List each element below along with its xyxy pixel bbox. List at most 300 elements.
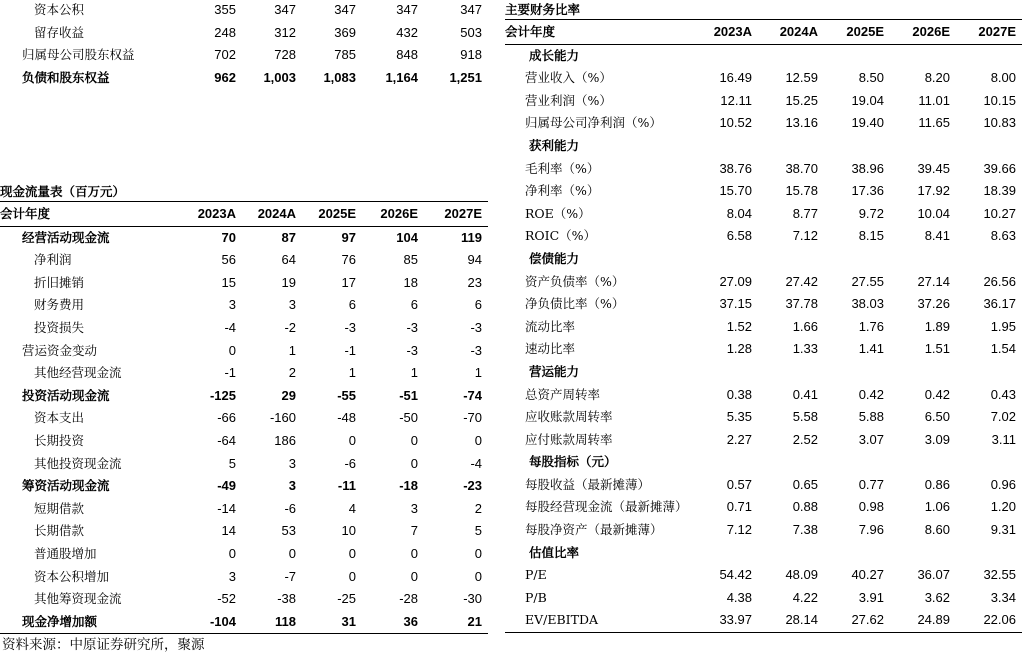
row-value: 87 [281, 229, 296, 245]
row-value: 118 [242, 611, 302, 634]
row-value: 503 [460, 24, 482, 40]
row-value: 5.58 [792, 409, 818, 425]
row-value: 7 [410, 523, 418, 539]
row-value: -23 [463, 478, 482, 494]
row-value: 10.27 [983, 205, 1016, 221]
row-value [956, 248, 1022, 271]
row-value: -3 [470, 342, 482, 358]
row-value: 3 [228, 297, 236, 313]
row-value: 186 [274, 432, 296, 448]
row-value: 0 [474, 568, 482, 584]
row-value: 8.04 [726, 205, 752, 221]
row-value: 6 [348, 297, 356, 313]
row-value: -50 [399, 410, 418, 426]
row-value: 3.62 [924, 589, 950, 605]
row-value: 12.59 [785, 70, 818, 86]
row-value: 0.43 [990, 386, 1016, 402]
row-value: 15.25 [785, 92, 818, 108]
row-label: 每股净资产（最新摊薄） [525, 522, 663, 538]
row-value: 10.83 [983, 115, 1016, 131]
row-value: 36.17 [983, 296, 1016, 312]
row-value: 16.49 [719, 70, 752, 86]
row-value: 18 [403, 274, 418, 290]
row-label: 投资活动现金流 [22, 387, 110, 403]
row-label: 每股收益（最新摊薄） [525, 476, 651, 492]
row-value: 27.14 [917, 273, 950, 289]
row-label: 现金净增加额 [0, 611, 188, 634]
row-value: 38.76 [719, 160, 752, 176]
table-row [505, 361, 1022, 384]
row-value: 85 [403, 252, 418, 268]
row-label: ROE（%） [525, 205, 591, 221]
row-value [758, 44, 824, 67]
row-value: 0 [348, 545, 356, 561]
row-value: 11.01 [918, 92, 950, 108]
row-value: 38.03 [851, 296, 884, 312]
row-value: -3 [406, 319, 418, 335]
row-value: -7 [284, 568, 296, 584]
row-label: 留存收益 [34, 24, 85, 40]
row-label: P/E [525, 567, 547, 583]
table-row [505, 429, 1022, 452]
row-value: 0 [228, 342, 236, 358]
row-value [890, 135, 956, 158]
table-row [505, 67, 1022, 90]
header-year: 2025E [824, 21, 890, 44]
row-value: 5.35 [726, 409, 752, 425]
row-value: 64 [281, 252, 296, 268]
row-value: -52 [217, 591, 236, 607]
row-value: 1,003 [263, 69, 296, 85]
row-value: -3 [470, 319, 482, 335]
row-value: 3 [288, 297, 296, 313]
row-value: 8.41 [924, 228, 950, 244]
row-value: 27.62 [824, 609, 890, 632]
table-row [0, 272, 488, 295]
row-value [890, 361, 956, 384]
table-row [505, 609, 1022, 632]
row-value: 0.38 [726, 386, 752, 402]
table-row [0, 226, 488, 249]
row-value: 4.38 [726, 589, 752, 605]
row-value: -6 [344, 455, 356, 471]
row-value [956, 542, 1022, 565]
row-value: 1.52 [726, 318, 752, 334]
row-value: 728 [274, 47, 296, 63]
table-row [505, 496, 1022, 519]
table-row [505, 203, 1022, 226]
row-value: 6.50 [924, 409, 950, 425]
row-label: 营业收入（%） [525, 70, 612, 86]
row-value: 119 [461, 229, 482, 245]
row-value: -4 [224, 319, 236, 335]
row-value: 3 [410, 500, 418, 516]
row-value: 3 [228, 568, 236, 584]
row-value: 1.06 [924, 499, 950, 515]
row-value: -48 [337, 410, 356, 426]
row-value: 702 [214, 47, 236, 63]
row-value: 27.55 [851, 273, 884, 289]
table-row [505, 158, 1022, 181]
table-row [505, 44, 1022, 67]
row-value [702, 44, 758, 67]
row-value: 27.42 [785, 273, 818, 289]
row-value: 1.33 [792, 341, 818, 357]
row-value: 36 [362, 611, 424, 634]
row-value: 7.38 [792, 522, 818, 538]
row-value: 17.92 [917, 183, 950, 199]
table-row [505, 112, 1022, 135]
row-label: 营运资金变动 [22, 342, 98, 358]
row-value: 8.60 [924, 522, 950, 538]
header-year: 2025E [302, 203, 362, 226]
row-value: -125 [209, 387, 236, 403]
row-value: 7.12 [726, 522, 752, 538]
row-value: 0.71 [726, 499, 752, 515]
row-value: 28.14 [758, 609, 824, 632]
row-label: 财务费用 [34, 297, 85, 313]
row-value: 104 [396, 229, 418, 245]
row-value: 19.04 [851, 92, 884, 108]
row-label: 营业利润（%） [525, 92, 612, 108]
row-value: 5 [474, 523, 482, 539]
table-row [505, 225, 1022, 248]
row-value [702, 451, 758, 474]
header-year: 2027E [424, 203, 488, 226]
row-value: 1 [410, 365, 418, 381]
row-value: 1.54 [990, 341, 1016, 357]
table-row [0, 385, 488, 408]
row-value: 37.15 [719, 296, 752, 312]
row-value: 347 [334, 2, 356, 17]
row-label: 其他经营现金流 [34, 365, 122, 381]
row-value: 26.56 [983, 273, 1016, 289]
row-value: 4 [348, 500, 356, 516]
row-value: 0 [474, 545, 482, 561]
row-label: 流动比率 [525, 318, 576, 334]
table-row [505, 135, 1022, 158]
row-value: 14 [221, 523, 236, 539]
table-row [505, 90, 1022, 113]
row-value [890, 451, 956, 474]
row-value: 0.96 [990, 476, 1016, 492]
table-row [0, 453, 488, 476]
row-value: 369 [334, 24, 356, 40]
row-value: 24.89 [890, 609, 956, 632]
ratio-title: 主要财务比率 [505, 1, 1022, 20]
row-label: 投资损失 [34, 319, 85, 335]
table-row [0, 543, 488, 566]
header-year: 2027E [956, 21, 1022, 44]
row-value: 0.86 [924, 476, 950, 492]
row-label: 成长能力 [529, 47, 580, 63]
row-label: 资本公积增加 [34, 568, 110, 584]
table-row [0, 294, 488, 317]
row-label: 总资产周转率 [525, 386, 601, 402]
row-value: -3 [344, 319, 356, 335]
row-value [824, 361, 890, 384]
header-year: 2024A [758, 21, 824, 44]
row-value: 27.09 [719, 273, 752, 289]
row-value: -3 [406, 342, 418, 358]
row-value: 15.78 [785, 183, 818, 199]
table-row [505, 248, 1022, 271]
row-value: 38.96 [851, 160, 884, 176]
row-label: 每股指标（元） [529, 454, 617, 470]
row-value: 39.66 [983, 160, 1016, 176]
row-value: 0 [410, 545, 418, 561]
row-value: 19.40 [851, 115, 884, 131]
row-value: 5 [228, 455, 236, 471]
table-row [0, 407, 488, 430]
row-label: 偿债能力 [529, 250, 580, 266]
row-value: 0.57 [726, 476, 752, 492]
row-label: 其他筹资现金流 [34, 591, 122, 607]
row-value: 8.15 [858, 228, 884, 244]
table-row [505, 293, 1022, 316]
row-label: 毛利率（%） [525, 160, 600, 176]
row-value [824, 451, 890, 474]
row-value: 10 [341, 523, 356, 539]
row-value [758, 451, 824, 474]
row-value [956, 44, 1022, 67]
row-value [824, 135, 890, 158]
row-label: 短期借款 [34, 500, 85, 516]
row-label: 净利润 [34, 252, 72, 268]
row-value: 1 [288, 342, 296, 358]
row-value: 6 [410, 297, 418, 313]
row-value: 15 [221, 274, 236, 290]
row-value: 33.97 [702, 609, 758, 632]
row-label: 每股经营现金流（最新摊薄） [525, 499, 688, 515]
cashflow-table [0, 203, 488, 634]
table-row [505, 451, 1022, 474]
row-label: 归属母公司股东权益 [22, 47, 135, 63]
row-value: 23 [467, 274, 482, 290]
row-value [824, 44, 890, 67]
row-label: 净负债比率（%） [525, 296, 625, 312]
row-value: 347 [274, 2, 296, 17]
row-value: 21 [424, 611, 488, 634]
row-value: 7.96 [858, 522, 884, 538]
table-row [0, 611, 488, 634]
row-value: 17 [341, 274, 356, 290]
row-value: 22.06 [956, 609, 1022, 632]
row-value: 3 [288, 455, 296, 471]
row-value: -74 [463, 387, 482, 403]
row-value: 94 [467, 252, 482, 268]
row-value: 1 [474, 365, 482, 381]
row-value: 1,251 [449, 69, 482, 85]
row-value [702, 361, 758, 384]
header-year: 2023A [702, 21, 758, 44]
row-label: 归属母公司净利润（%） [525, 115, 662, 131]
row-value: 785 [334, 47, 356, 63]
row-value: 1.51 [924, 341, 950, 357]
row-value: 312 [274, 24, 296, 40]
table-row [0, 340, 488, 363]
row-value: 918 [460, 47, 482, 63]
table-row [0, 588, 488, 611]
row-label: 普通股增加 [34, 545, 97, 561]
table-row [505, 316, 1022, 339]
row-value: 32.55 [983, 567, 1016, 583]
row-value: 248 [214, 24, 236, 40]
row-label: 经营活动现金流 [22, 229, 110, 245]
row-label: 其他投资现金流 [34, 455, 122, 471]
row-value: 1.66 [792, 318, 818, 334]
row-value: 0.42 [858, 386, 884, 402]
row-value: 38.70 [785, 160, 818, 176]
row-value: -25 [337, 591, 356, 607]
table-row [505, 384, 1022, 407]
row-label: 筹资活动现金流 [22, 478, 110, 494]
row-label: 资本支出 [34, 410, 85, 426]
row-value: 0.65 [792, 476, 818, 492]
row-value: -2 [284, 319, 296, 335]
row-value: 7.02 [990, 409, 1016, 425]
row-label: 长期借款 [34, 523, 85, 539]
header-year: 2026E [362, 203, 424, 226]
row-value: 3.07 [858, 431, 884, 447]
row-value [758, 135, 824, 158]
row-label: 负债和股东权益 [22, 69, 110, 85]
table-row [0, 317, 488, 340]
row-value: 3.11 [991, 431, 1016, 447]
row-value [824, 248, 890, 271]
row-value: -1 [344, 342, 356, 358]
ratio-body [505, 21, 1022, 633]
row-value: 13.16 [785, 115, 818, 131]
table-row [505, 474, 1022, 497]
row-value: 0.41 [792, 386, 818, 402]
table-row [505, 338, 1022, 361]
row-value [890, 44, 956, 67]
balance-sheet-table [0, 0, 488, 89]
row-value [758, 248, 824, 271]
row-value: 0 [348, 432, 356, 448]
row-label: P/B [525, 589, 547, 605]
row-value: 1,083 [323, 69, 356, 85]
row-value: 12.11 [720, 92, 752, 108]
table-row [0, 520, 488, 543]
row-value: 0 [410, 568, 418, 584]
row-value: 11.65 [918, 115, 950, 131]
table-header-row [0, 203, 488, 226]
row-value [890, 542, 956, 565]
row-value: 8.20 [924, 70, 950, 86]
table-row [505, 271, 1022, 294]
row-value: 1,164 [385, 69, 418, 85]
row-value: 8.77 [792, 205, 818, 221]
ratio-table [505, 21, 1022, 633]
row-label: 净利率（%） [525, 183, 600, 199]
row-value: -51 [399, 387, 418, 403]
row-value: 18.39 [983, 183, 1016, 199]
row-value: -11 [337, 478, 356, 494]
row-value [758, 361, 824, 384]
row-value: 15.70 [719, 183, 752, 199]
balance-sheet-body [0, 0, 488, 89]
row-value: 48.09 [785, 567, 818, 583]
row-value: 9.72 [858, 205, 884, 221]
row-label: 折旧摊销 [34, 274, 85, 290]
row-value [824, 542, 890, 565]
table-row [0, 498, 488, 521]
row-value: -6 [284, 500, 296, 516]
row-value [702, 248, 758, 271]
row-value: -64 [217, 432, 236, 448]
row-value: 0 [288, 545, 296, 561]
table-header-row [505, 21, 1022, 44]
row-value [956, 135, 1022, 158]
row-value: 962 [214, 69, 236, 85]
source-note: 资料来源：中原证券研究所，聚源 [2, 637, 205, 653]
row-value: -70 [463, 410, 482, 426]
row-value: 54.42 [719, 567, 752, 583]
row-label: ROIC（%） [525, 228, 597, 244]
table-row [505, 180, 1022, 203]
row-value: 0 [474, 432, 482, 448]
row-value: 10.52 [719, 115, 752, 131]
row-label: EV/EBITDA [505, 609, 702, 632]
table-row [0, 67, 488, 90]
table-row [505, 587, 1022, 610]
row-value: 17.36 [851, 183, 884, 199]
row-value: 3.34 [990, 589, 1016, 605]
row-value: 70 [221, 229, 236, 245]
row-value: -104 [188, 611, 242, 634]
row-value: 1.41 [858, 341, 884, 357]
row-value [702, 542, 758, 565]
row-value: 97 [341, 229, 356, 245]
row-value: 8.00 [990, 70, 1016, 86]
row-value: 0.88 [792, 499, 818, 515]
table-row [0, 249, 488, 272]
row-value [890, 248, 956, 271]
row-value: 2.27 [726, 431, 752, 447]
row-value: 1.89 [924, 318, 950, 334]
row-value: 0 [410, 455, 418, 471]
row-label: 资本公积 [34, 2, 85, 17]
row-label: 估值比率 [529, 544, 580, 560]
row-value: 0.77 [858, 476, 884, 492]
row-value: -160 [269, 410, 296, 426]
row-value: 0.98 [858, 499, 884, 515]
row-value: -38 [277, 591, 296, 607]
table-row [0, 44, 488, 67]
row-value: 3 [288, 478, 296, 494]
row-value: 0 [410, 432, 418, 448]
row-label: 获利能力 [529, 137, 580, 153]
row-value: -1 [224, 365, 236, 381]
table-row [505, 564, 1022, 587]
row-value: 848 [396, 47, 418, 63]
header-year: 2026E [890, 21, 956, 44]
table-row [0, 22, 488, 45]
row-value: 1 [348, 365, 356, 381]
row-value: 2 [288, 365, 296, 381]
row-value [702, 135, 758, 158]
table-row [0, 430, 488, 453]
row-value: 8.50 [858, 70, 884, 86]
table-row [505, 542, 1022, 565]
table-row [0, 566, 488, 589]
row-label: 应付账款周转率 [525, 431, 613, 447]
row-value: 0 [348, 568, 356, 584]
row-value [956, 361, 1022, 384]
row-value [956, 451, 1022, 474]
